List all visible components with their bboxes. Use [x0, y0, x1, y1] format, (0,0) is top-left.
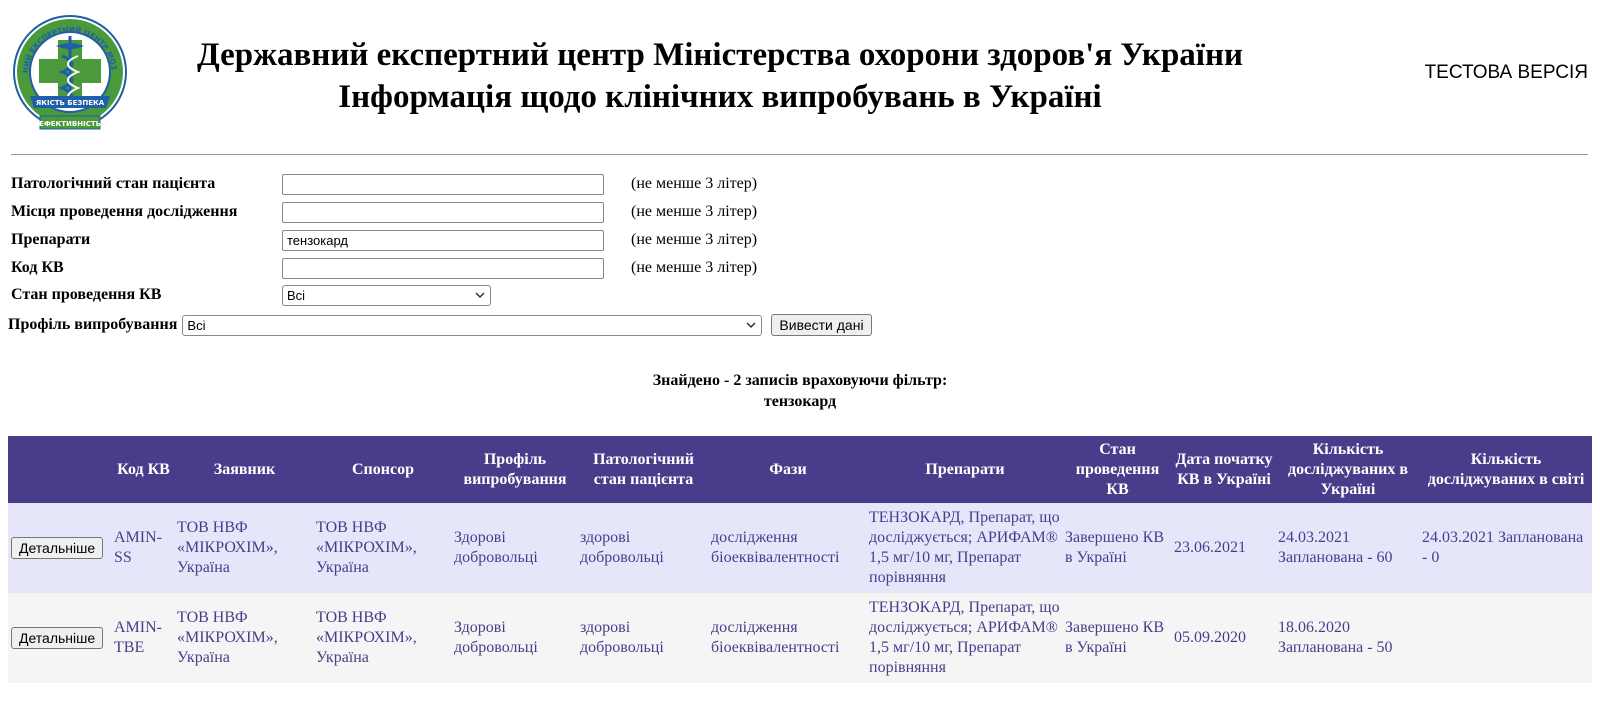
code-hint: (не менше 3 літер): [631, 259, 758, 276]
phase-cell: дослідження біоеквівалентності: [709, 503, 867, 593]
filter-row-code: [11, 256, 757, 280]
details-cell: [8, 593, 112, 683]
logo-ribbon-text-1: ЯКІСТЬ БЕЗПЕКА: [35, 99, 105, 107]
table-row: [8, 593, 1592, 683]
place-input[interactable]: [282, 202, 604, 223]
page-title-line2: Інформація щодо клінічних випробувань в Україні: [338, 79, 1102, 115]
profile-select-value: Всі: [187, 317, 206, 333]
code-cell: AMIN-SS: [112, 503, 175, 593]
logo-arc-text: НИЙ ЕКСПЕРТНИЙ ЦЕНТР МОЗ: [20, 24, 119, 74]
col-header-phase: Фази: [709, 436, 867, 503]
filter-row-place: [11, 200, 757, 224]
status-label: Стан проведення КВ: [11, 286, 162, 303]
drugs-hint: (не менше 3 літер): [631, 231, 758, 248]
col-header-sponsor: Спонсор: [314, 436, 452, 503]
logo-ribbon-text-2: ЕФЕКТИВНІСТЬ: [39, 120, 101, 128]
code-label: Код КВ: [11, 259, 64, 276]
col-header-start: Дата початку КВ в Україні: [1172, 436, 1276, 503]
drugs-input[interactable]: [282, 230, 604, 251]
place-hint: (не менше 3 літер): [631, 203, 758, 220]
col-header-applicant: Заявник: [175, 436, 314, 503]
col-header-patho: Патологічний стан пацієнта: [578, 436, 709, 503]
count-ua-cell: 24.03.2021 Запланована - 60: [1276, 503, 1420, 593]
count-world-cell: [1420, 593, 1592, 683]
code-input[interactable]: [282, 258, 604, 279]
filter-row-status: [11, 283, 491, 307]
sponsor-cell: ТОВ НВФ «МІКРОХІМ», Україна: [314, 593, 452, 683]
col-header-profile: Профіль випробування: [452, 436, 578, 503]
test-version-label: ТЕСТОВА ВЕРСІЯ: [1424, 62, 1588, 83]
filter-row-drugs: [11, 228, 757, 252]
col-header-status: Стан проведення КВ: [1063, 436, 1172, 503]
header-divider: [11, 154, 1588, 155]
col-header-count-ua: Кількість досліджуваних в Україні: [1276, 436, 1420, 503]
details-button[interactable]: Детальніше: [11, 627, 103, 649]
details-cell: [8, 503, 112, 593]
status-cell: Завершено КВ в Україні: [1063, 503, 1172, 593]
drugs-cell: ТЕНЗОКАРД, Препарат, що досліджується; АРИФАМ® 1,5 мг/10 мг, Препарат порівняння: [867, 593, 1063, 683]
profile-cell: Здорові добровольці: [452, 593, 578, 683]
applicant-cell: ТОВ НВФ «МІКРОХІМ», Україна: [175, 503, 314, 593]
sponsor-cell: ТОВ НВФ «МІКРОХІМ», Україна: [314, 503, 452, 593]
drugs-label: Препарати: [11, 231, 91, 248]
profile-label: Профіль випробування: [8, 316, 178, 333]
page-title: [140, 34, 1300, 118]
col-header-drugs: Препарати: [867, 436, 1063, 503]
results-summary: [0, 370, 1600, 412]
dec-logo: [10, 12, 130, 134]
count-world-cell: 24.03.2021 Запланована - 0: [1420, 503, 1592, 593]
drugs-cell: ТЕНЗОКАРД, Препарат, що досліджується; АРИФАМ® 1,5 мг/10 мг, Препарат порівняння: [867, 503, 1063, 593]
chevron-down-icon: [745, 319, 757, 331]
start-date-cell: 05.09.2020: [1172, 593, 1276, 683]
status-select-value: Всі: [287, 287, 306, 303]
results-table: [8, 436, 1592, 683]
col-header: [8, 436, 112, 503]
col-header-code: Код КВ: [112, 436, 175, 503]
patho-hint: (не менше 3 літер): [631, 175, 758, 192]
details-button[interactable]: Детальніше: [11, 537, 103, 559]
status-cell: Завершено КВ в Україні: [1063, 593, 1172, 683]
patho-input[interactable]: [282, 174, 604, 195]
count-ua-cell: 18.06.2020 Запланована - 50: [1276, 593, 1420, 683]
table-header-row: [8, 436, 1592, 503]
filter-row-profile: [8, 313, 872, 337]
status-select[interactable]: [282, 285, 491, 306]
results-filter-value: тензокард: [763, 393, 837, 410]
col-header-count-world: Кількість досліджуваних в світі: [1420, 436, 1592, 503]
place-label: Місця проведення дослідження: [11, 203, 238, 220]
results-count: Знайдено - 2 записів враховуючи фільтр:: [652, 372, 948, 389]
applicant-cell: ТОВ НВФ «МІКРОХІМ», Україна: [175, 593, 314, 683]
code-cell: AMIN-TBE: [112, 593, 175, 683]
table-row: [8, 503, 1592, 593]
phase-cell: дослідження біоеквівалентності: [709, 593, 867, 683]
profile-cell: Здорові добровольці: [452, 503, 578, 593]
patho-label: Патологічний стан пацієнта: [11, 175, 216, 192]
page-title-line1: Державний експертний центр Міністерства охорони здоров'я України: [197, 37, 1243, 73]
profile-select[interactable]: [182, 315, 762, 336]
patho-cell: здорові добровольці: [578, 503, 709, 593]
submit-button[interactable]: Вивести дані: [771, 314, 871, 336]
start-date-cell: 23.06.2021: [1172, 503, 1276, 593]
filter-row-patho: [11, 172, 757, 196]
chevron-down-icon: [474, 289, 486, 301]
patho-cell: здорові добровольці: [578, 593, 709, 683]
